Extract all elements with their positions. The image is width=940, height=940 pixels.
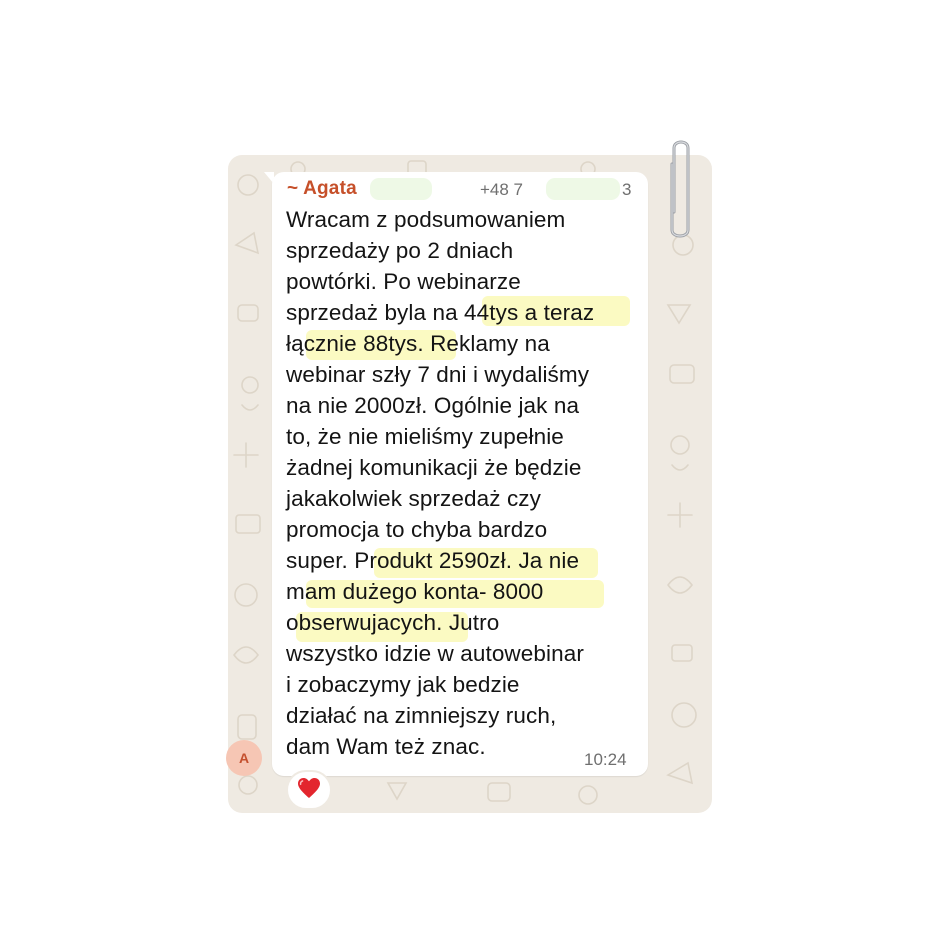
avatar[interactable] bbox=[226, 740, 262, 776]
redaction-mark bbox=[546, 178, 620, 200]
message-line: działać na zimniejszy ruch, bbox=[286, 703, 557, 728]
sender-phone-suffix: 3 bbox=[622, 180, 632, 199]
message-time: 10:24 bbox=[584, 750, 627, 769]
redaction-mark bbox=[370, 178, 432, 200]
message-line: dam Wam też znac. bbox=[286, 734, 486, 759]
message-line: sprzedaż byla na 44tys a teraz bbox=[286, 300, 595, 325]
message-line: mam dużego konta- 8000 bbox=[286, 579, 544, 604]
message-line: powtórki. Po webinarze bbox=[286, 269, 521, 294]
message-line: łącznie 88tys. Reklamy na bbox=[286, 331, 550, 356]
message-line: super. Produkt 2590zł. Ja nie bbox=[286, 548, 580, 573]
sender-phone bbox=[480, 180, 523, 200]
sender-name[interactable]: ~ Agata bbox=[287, 178, 357, 199]
message-line: i zobaczymy jak bedzie bbox=[286, 672, 520, 697]
message-line: wszystko idzie w autowebinar bbox=[286, 641, 584, 666]
message-line: żadnej komunikacji że będzie bbox=[286, 455, 582, 480]
avatar-initial: A bbox=[238, 750, 250, 766]
heart-icon bbox=[297, 777, 321, 804]
message-line: sprzedaży po 2 dniach bbox=[286, 238, 514, 263]
sender-phone-prefix: +48 7 bbox=[480, 180, 524, 199]
message-line: promocja to chyba bardzo bbox=[286, 517, 548, 542]
message-line: obserwujacych. Jutro bbox=[286, 610, 500, 635]
reaction-badge[interactable] bbox=[286, 770, 332, 810]
message-line: jakakolwiek sprzedaż czy bbox=[286, 486, 541, 511]
paperclip-icon bbox=[664, 134, 698, 242]
message-line: to, że nie mieliśmy zupełnie bbox=[286, 424, 564, 449]
message-line: na nie 2000zł. Ogólnie jak na bbox=[286, 393, 580, 418]
message-line: Wracam z podsumowaniem bbox=[286, 207, 566, 232]
message-line: webinar szły 7 dni i wydaliśmy bbox=[286, 362, 590, 387]
